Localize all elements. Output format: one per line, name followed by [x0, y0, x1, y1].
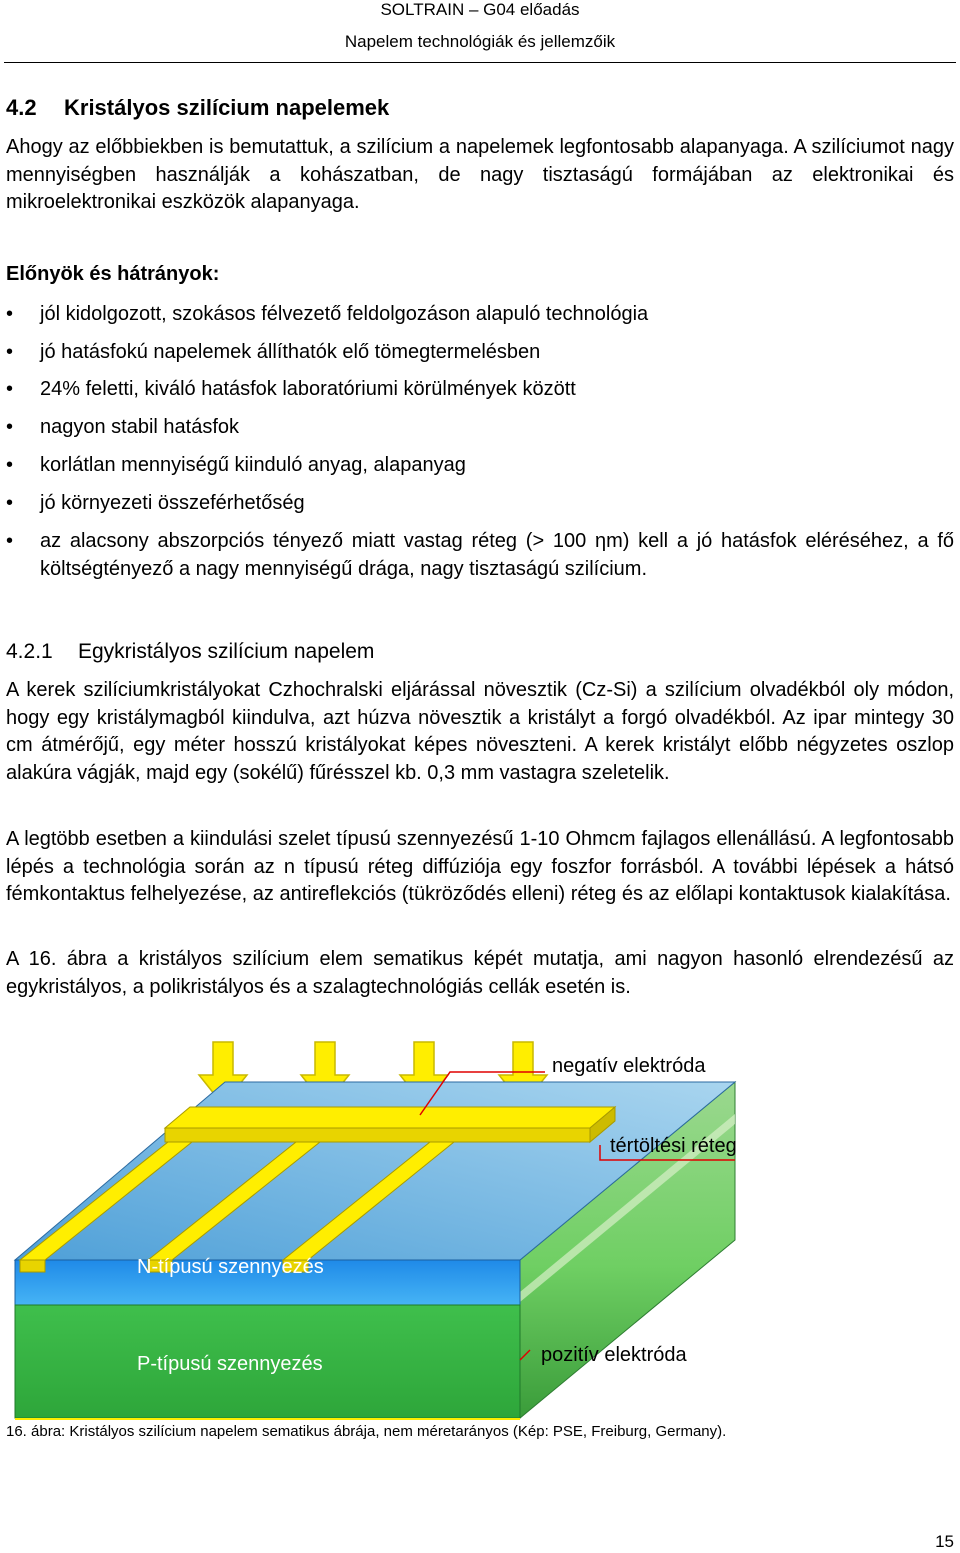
- subsection-title: Egykristályos szilícium napelem: [78, 640, 375, 663]
- label-positive-electrode: pozitív elektróda: [541, 1344, 687, 1366]
- header-title: SOLTRAIN – G04 előadás: [380, 0, 580, 19]
- list-item-text: jó környezeti összeférhetőség: [40, 492, 305, 514]
- section-number: 4.2: [6, 95, 37, 120]
- body-paragraph: A kerek szilíciumkristályokat Czhochralski eljárással növesztik (Cz-Si) a szilícium olvadékból oly módon, hogy egy kristálymagból kiindulva, azt húzva növesztik a kristályt a forgó olvadékból. Az ipar mintegy 30 cm átmérőjű, egy méter hosszú kristályokat képes növeszteni. A kerek kristályt előbb négyzetes oszlop alakúra vágják, majd egy (sokélű) fűrésszel kb. 0,3 mm vastagra szeletelik.: [6, 679, 954, 784]
- bullet-icon: •: [6, 378, 14, 400]
- list-item-text: nagyon stabil hatásfok: [40, 416, 240, 438]
- page-number: 15: [935, 1532, 954, 1551]
- subsection-number: 4.2.1: [6, 640, 53, 663]
- label-negative-electrode: negatív elektróda: [552, 1055, 706, 1077]
- solar-cell-figure: [0, 1030, 960, 1420]
- label-n-type: N-típusú szennyezés: [137, 1256, 324, 1278]
- bullet-icon: •: [6, 303, 14, 325]
- label-p-type: P-típusú szennyezés: [137, 1353, 323, 1375]
- list-item-text: jó hatásfokú napelemek állíthatók elő tömegtermelésben: [40, 341, 541, 363]
- body-paragraph: A 16. ábra a kristályos szilícium elem sematikus képét mutatja, ami nagyon hasonló elrendezésű az egykristályos, a polikristályos és a szalagtechnológiás cellák esetén is.: [6, 948, 954, 998]
- bullet-icon: •: [6, 492, 14, 514]
- list-item-text: 24% feletti, kiváló hatásfok laboratóriumi körülmények között: [40, 378, 576, 400]
- section-title: Kristályos szilícium napelemek: [64, 95, 390, 120]
- header-divider: [4, 62, 956, 63]
- figure-caption: 16. ábra: Kristályos szilícium napelem sematikus ábrája, nem méretarányos (Kép: PSE, Freiburg, Germany).: [6, 1423, 727, 1440]
- label-space-charge: tértöltési réteg: [610, 1135, 737, 1157]
- intro-paragraph: Ahogy az előbbiekben is bemutattuk, a szilícium a napelemek legfontosabb alapanyaga. A szilíciumot nagy mennyiségben használják a kohászatban, de nagy tisztaságú formájában az elektronikai és mikroelektronikai eszközök alapanyaga.: [6, 136, 954, 213]
- header-subtitle: Napelem technológiák és jellemzőik: [344, 32, 616, 51]
- subsection-heading: [6, 640, 374, 664]
- bullet-icon: •: [6, 341, 14, 363]
- list-item-text: az alacsony abszorpciós tényező miatt vastag réteg (> 100 ηm) kell a jó hatásfok eléréséhez, a fő költségtényező a nagy mennyiségű drága, nagy tisztaságú szilícium.: [40, 530, 954, 580]
- bullet-icon: •: [6, 454, 14, 476]
- section-heading: [6, 95, 389, 121]
- back-contact: [15, 1418, 520, 1420]
- bullet-icon: •: [6, 530, 14, 552]
- bullet-icon: •: [6, 416, 14, 438]
- list-item-text: korlátlan mennyiségű kiinduló anyag, alapanyag: [40, 454, 466, 476]
- pros-cons-heading: Előnyök és hátrányok:: [6, 263, 220, 285]
- list-item-text: jól kidolgozott, szokásos félvezető feldolgozáson alapuló technológia: [40, 303, 649, 325]
- body-paragraph: A legtöbb esetben a kiindulási szelet típusú szennyezésű 1-10 Ohmcm fajlagos ellenállású. A legfontosabb lépés a technológia során az n típusú réteg diffúziója egy foszfor forrásból. A további lépések a hátsó fémkontaktus felhelyezése, az antireflekciós (tükröződés elleni) réteg és az előlapi kontaktusok kialakítása.: [6, 828, 954, 905]
